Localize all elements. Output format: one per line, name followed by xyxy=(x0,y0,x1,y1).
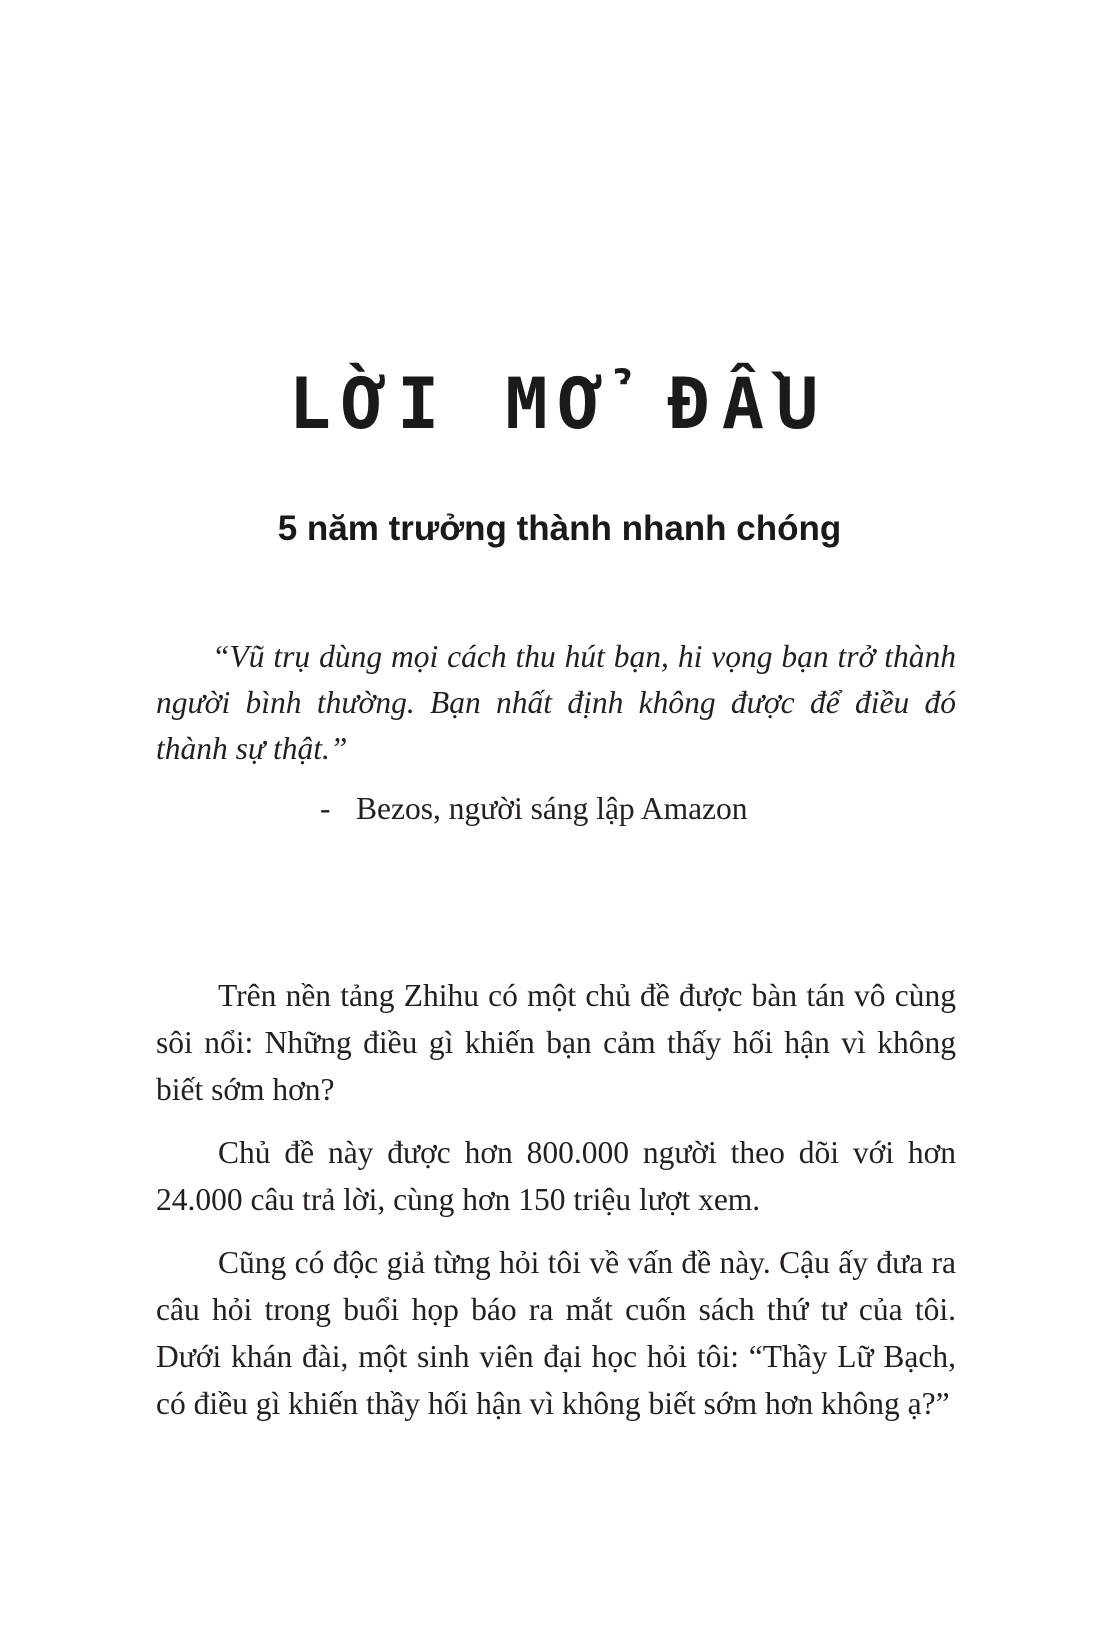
chapter-title: LỜI MỞ ĐẦU xyxy=(288,362,831,445)
chapter-subtitle: 5 năm trưởng thành nhanh chóng xyxy=(277,509,842,549)
epigraph-attribution xyxy=(320,786,748,832)
attribution-dash: - xyxy=(320,791,331,826)
attribution-text: Bezos, người sáng lập Amazon xyxy=(356,791,748,826)
body-paragraph: Cũng có độc giả từng hỏi tôi về vấn đề này. Cậu ấy đưa ra câu hỏi trong buổi họp báo ra mắt cuốn sách thứ tư của tôi. Dưới khán đài, một sinh viên đại học hỏi tôi: “Thầy Lữ Bạch, có điều gì khiến thầy hối hận vì không biết sớm hơn không ạ?” xyxy=(156,1245,956,1421)
body-paragraph: Trên nền tảng Zhihu có một chủ đề được bàn tán vô cùng sôi nổi: Những điều gì khiến bạn cảm thấy hối hận vì không biết sớm hơn? xyxy=(156,978,956,1107)
epigraph-quote: “Vũ trụ dùng mọi cách thu hút bạn, hi vọng bạn trở thành người bình thường. Bạn nhất định không được để điều đó thành sự thật.” xyxy=(156,639,956,766)
body-paragraph: Chủ đề này được hơn 800.000 người theo dõi với hơn 24.000 câu trả lời, cùng hơn 150 triệu lượt xem. xyxy=(156,1135,956,1217)
body-text xyxy=(156,972,956,1443)
